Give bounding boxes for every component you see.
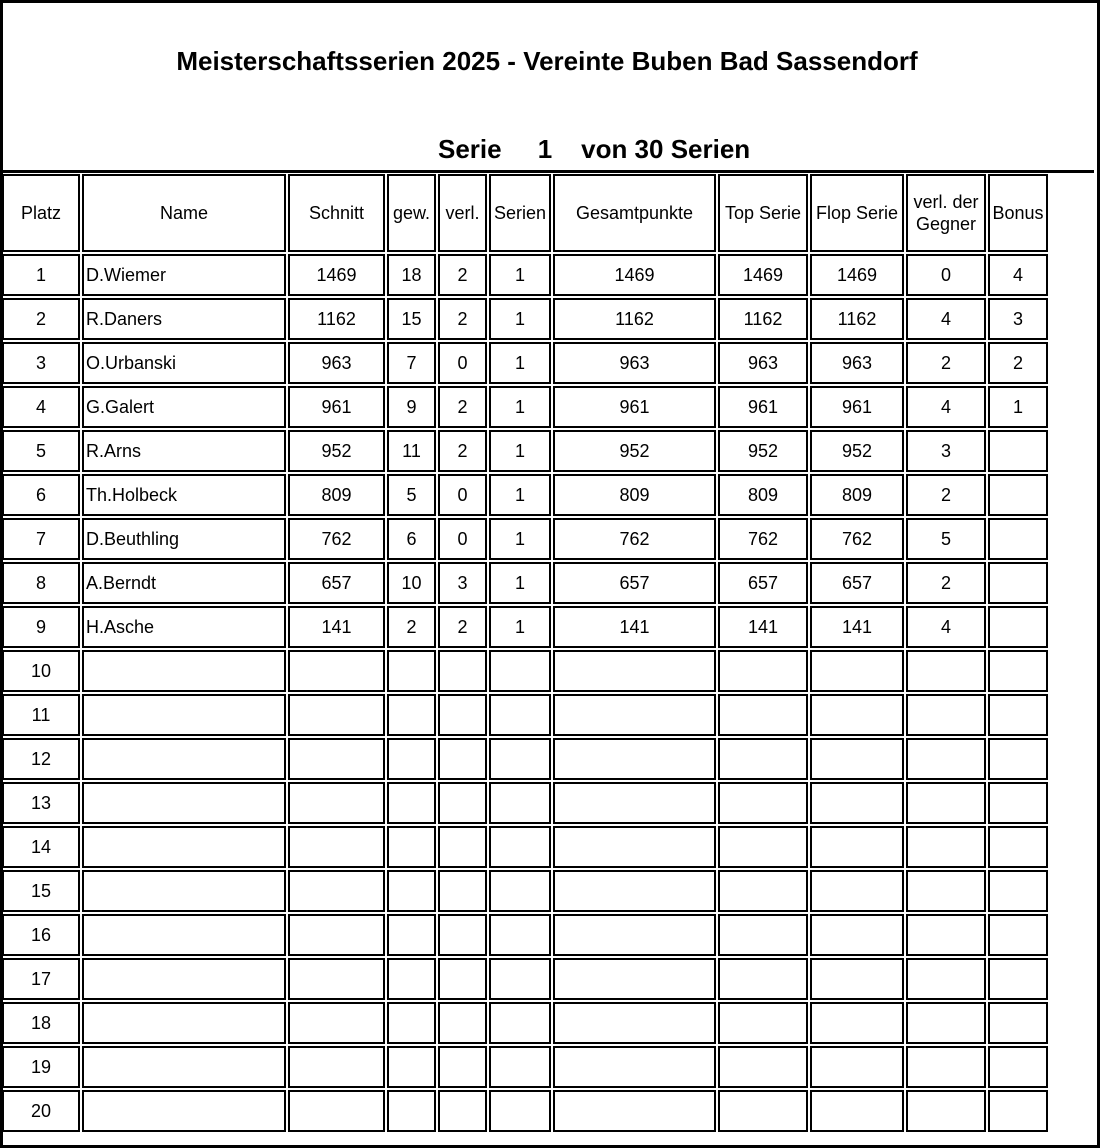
cell-flop-serie bbox=[810, 1090, 904, 1132]
cell-platz: 16 bbox=[2, 914, 80, 956]
cell-top-serie: 1162 bbox=[718, 298, 808, 340]
cell-top-serie: 657 bbox=[718, 562, 808, 604]
column-header-bonus: Bonus bbox=[988, 174, 1048, 252]
table-row bbox=[2, 254, 1048, 296]
cell-name bbox=[82, 738, 286, 780]
cell-verl-der-gegner bbox=[906, 1002, 986, 1044]
cell-bonus bbox=[988, 738, 1048, 780]
cell-bonus bbox=[988, 826, 1048, 868]
cell-serien bbox=[489, 1046, 551, 1088]
cell-schnitt bbox=[288, 958, 385, 1000]
cell-serien bbox=[489, 782, 551, 824]
cell-name bbox=[82, 1046, 286, 1088]
cell-verl-der-gegner: 4 bbox=[906, 386, 986, 428]
cell-flop-serie bbox=[810, 826, 904, 868]
cell-platz: 10 bbox=[2, 650, 80, 692]
column-header-top-serie: Top Serie bbox=[718, 174, 808, 252]
cell-verloren bbox=[438, 650, 487, 692]
cell-top-serie: 961 bbox=[718, 386, 808, 428]
cell-name bbox=[82, 914, 286, 956]
cell-top-serie bbox=[718, 1046, 808, 1088]
cell-name bbox=[82, 826, 286, 868]
table-row bbox=[2, 694, 1048, 736]
cell-flop-serie: 809 bbox=[810, 474, 904, 516]
cell-verl-der-gegner bbox=[906, 1046, 986, 1088]
cell-flop-serie bbox=[810, 694, 904, 736]
cell-serien bbox=[489, 694, 551, 736]
cell-flop-serie: 963 bbox=[810, 342, 904, 384]
cell-verloren bbox=[438, 738, 487, 780]
column-header-name: Name bbox=[82, 174, 286, 252]
cell-serien bbox=[489, 914, 551, 956]
table-row bbox=[2, 430, 1048, 472]
cell-schnitt: 141 bbox=[288, 606, 385, 648]
cell-gesamtpunkte: 141 bbox=[553, 606, 716, 648]
cell-bonus bbox=[988, 914, 1048, 956]
cell-verl-der-gegner: 2 bbox=[906, 562, 986, 604]
cell-verl-der-gegner bbox=[906, 914, 986, 956]
cell-serien: 1 bbox=[489, 386, 551, 428]
cell-name: R.Arns bbox=[82, 430, 286, 472]
cell-name bbox=[82, 694, 286, 736]
cell-gewonnen: 6 bbox=[387, 518, 436, 560]
cell-flop-serie bbox=[810, 914, 904, 956]
cell-serien: 1 bbox=[489, 430, 551, 472]
cell-verl-der-gegner: 5 bbox=[906, 518, 986, 560]
table-row bbox=[2, 870, 1048, 912]
cell-serien bbox=[489, 1002, 551, 1044]
cell-platz: 4 bbox=[2, 386, 80, 428]
cell-serien bbox=[489, 650, 551, 692]
cell-verloren: 3 bbox=[438, 562, 487, 604]
cell-gewonnen: 2 bbox=[387, 606, 436, 648]
cell-verl-der-gegner bbox=[906, 958, 986, 1000]
cell-flop-serie: 961 bbox=[810, 386, 904, 428]
cell-gewonnen: 18 bbox=[387, 254, 436, 296]
cell-gesamtpunkte bbox=[553, 958, 716, 1000]
cell-platz: 15 bbox=[2, 870, 80, 912]
standings-table bbox=[0, 172, 1050, 1134]
cell-flop-serie: 141 bbox=[810, 606, 904, 648]
cell-platz: 8 bbox=[2, 562, 80, 604]
cell-verl-der-gegner bbox=[906, 694, 986, 736]
cell-verloren: 2 bbox=[438, 254, 487, 296]
cell-bonus: 2 bbox=[988, 342, 1048, 384]
cell-top-serie bbox=[718, 1002, 808, 1044]
cell-bonus bbox=[988, 650, 1048, 692]
cell-bonus bbox=[988, 1002, 1048, 1044]
cell-top-serie: 952 bbox=[718, 430, 808, 472]
cell-name: H.Asche bbox=[82, 606, 286, 648]
cell-platz: 6 bbox=[2, 474, 80, 516]
cell-bonus bbox=[988, 694, 1048, 736]
cell-schnitt bbox=[288, 738, 385, 780]
cell-serien: 1 bbox=[489, 474, 551, 516]
cell-gewonnen: 15 bbox=[387, 298, 436, 340]
cell-gesamtpunkte bbox=[553, 1090, 716, 1132]
cell-serien bbox=[489, 738, 551, 780]
cell-name: G.Galert bbox=[82, 386, 286, 428]
cell-gesamtpunkte: 1469 bbox=[553, 254, 716, 296]
cell-gewonnen: 9 bbox=[387, 386, 436, 428]
cell-serien: 1 bbox=[489, 342, 551, 384]
cell-verl-der-gegner: 2 bbox=[906, 342, 986, 384]
cell-gesamtpunkte bbox=[553, 650, 716, 692]
cell-schnitt: 1162 bbox=[288, 298, 385, 340]
cell-gewonnen: 10 bbox=[387, 562, 436, 604]
page-title: Meisterschaftsserien 2025 - Vereinte Buben Bad Sassendorf bbox=[176, 46, 918, 76]
cell-gesamtpunkte: 952 bbox=[553, 430, 716, 472]
cell-top-serie bbox=[718, 694, 808, 736]
cell-name bbox=[82, 1090, 286, 1132]
cell-gewonnen bbox=[387, 914, 436, 956]
cell-name bbox=[82, 1002, 286, 1044]
cell-verl-der-gegner: 4 bbox=[906, 606, 986, 648]
cell-gewonnen bbox=[387, 1002, 436, 1044]
cell-serien bbox=[489, 1090, 551, 1132]
cell-gesamtpunkte: 961 bbox=[553, 386, 716, 428]
cell-gesamtpunkte bbox=[553, 1046, 716, 1088]
cell-name: D.Beuthling bbox=[82, 518, 286, 560]
cell-flop-serie: 952 bbox=[810, 430, 904, 472]
series-number: 1 bbox=[537, 134, 553, 164]
cell-top-serie: 809 bbox=[718, 474, 808, 516]
cell-platz: 2 bbox=[2, 298, 80, 340]
table-row bbox=[2, 298, 1048, 340]
table-row bbox=[2, 518, 1048, 560]
table-row bbox=[2, 386, 1048, 428]
cell-platz: 12 bbox=[2, 738, 80, 780]
cell-gewonnen: 11 bbox=[387, 430, 436, 472]
cell-schnitt: 809 bbox=[288, 474, 385, 516]
cell-gewonnen bbox=[387, 870, 436, 912]
cell-serien: 1 bbox=[489, 562, 551, 604]
cell-serien: 1 bbox=[489, 298, 551, 340]
series-total: von 30 Serien bbox=[581, 134, 751, 164]
cell-schnitt: 963 bbox=[288, 342, 385, 384]
cell-bonus bbox=[988, 474, 1048, 516]
cell-verloren bbox=[438, 870, 487, 912]
cell-top-serie: 141 bbox=[718, 606, 808, 648]
table-row bbox=[2, 782, 1048, 824]
cell-schnitt: 961 bbox=[288, 386, 385, 428]
column-header-serien: Serien bbox=[489, 174, 551, 252]
table-row bbox=[2, 738, 1048, 780]
cell-platz: 18 bbox=[2, 1002, 80, 1044]
cell-gewonnen bbox=[387, 782, 436, 824]
cell-verloren bbox=[438, 1002, 487, 1044]
cell-schnitt: 762 bbox=[288, 518, 385, 560]
cell-gesamtpunkte bbox=[553, 870, 716, 912]
cell-gewonnen bbox=[387, 1046, 436, 1088]
cell-gewonnen bbox=[387, 738, 436, 780]
cell-flop-serie bbox=[810, 782, 904, 824]
cell-verloren bbox=[438, 1046, 487, 1088]
cell-schnitt bbox=[288, 826, 385, 868]
cell-verloren: 2 bbox=[438, 298, 487, 340]
cell-name bbox=[82, 870, 286, 912]
cell-flop-serie bbox=[810, 1046, 904, 1088]
cell-schnitt: 1469 bbox=[288, 254, 385, 296]
cell-verl-der-gegner bbox=[906, 782, 986, 824]
cell-verl-der-gegner: 0 bbox=[906, 254, 986, 296]
cell-top-serie bbox=[718, 826, 808, 868]
cell-gesamtpunkte bbox=[553, 694, 716, 736]
table-row bbox=[2, 914, 1048, 956]
cell-top-serie: 963 bbox=[718, 342, 808, 384]
table-row bbox=[2, 606, 1048, 648]
cell-schnitt: 952 bbox=[288, 430, 385, 472]
cell-platz: 9 bbox=[2, 606, 80, 648]
cell-schnitt bbox=[288, 870, 385, 912]
cell-verl-der-gegner: 4 bbox=[906, 298, 986, 340]
cell-verl-der-gegner bbox=[906, 870, 986, 912]
cell-name bbox=[82, 958, 286, 1000]
cell-top-serie: 762 bbox=[718, 518, 808, 560]
cell-schnitt bbox=[288, 694, 385, 736]
cell-gewonnen bbox=[387, 694, 436, 736]
cell-schnitt bbox=[288, 914, 385, 956]
cell-gesamtpunkte: 1162 bbox=[553, 298, 716, 340]
cell-verloren bbox=[438, 694, 487, 736]
cell-serien: 1 bbox=[489, 606, 551, 648]
cell-gesamtpunkte: 657 bbox=[553, 562, 716, 604]
cell-verl-der-gegner bbox=[906, 826, 986, 868]
cell-verloren: 0 bbox=[438, 518, 487, 560]
cell-bonus bbox=[988, 958, 1048, 1000]
cell-top-serie bbox=[718, 914, 808, 956]
cell-schnitt bbox=[288, 1090, 385, 1132]
cell-bonus: 3 bbox=[988, 298, 1048, 340]
cell-flop-serie: 1162 bbox=[810, 298, 904, 340]
cell-gewonnen bbox=[387, 650, 436, 692]
column-header-verl-der-gegner: verl. der Gegner bbox=[906, 174, 986, 252]
cell-gesamtpunkte bbox=[553, 914, 716, 956]
cell-verloren: 2 bbox=[438, 430, 487, 472]
cell-platz: 3 bbox=[2, 342, 80, 384]
cell-gewonnen bbox=[387, 1090, 436, 1132]
table-row bbox=[2, 826, 1048, 868]
cell-serien bbox=[489, 958, 551, 1000]
cell-verloren bbox=[438, 1090, 487, 1132]
cell-verl-der-gegner bbox=[906, 738, 986, 780]
cell-schnitt bbox=[288, 782, 385, 824]
cell-flop-serie bbox=[810, 1002, 904, 1044]
cell-name: R.Daners bbox=[82, 298, 286, 340]
cell-platz: 20 bbox=[2, 1090, 80, 1132]
cell-gewonnen: 7 bbox=[387, 342, 436, 384]
cell-verl-der-gegner: 3 bbox=[906, 430, 986, 472]
cell-verl-der-gegner: 2 bbox=[906, 474, 986, 516]
cell-bonus bbox=[988, 562, 1048, 604]
cell-platz: 13 bbox=[2, 782, 80, 824]
cell-top-serie: 1469 bbox=[718, 254, 808, 296]
cell-verloren: 2 bbox=[438, 606, 487, 648]
cell-platz: 7 bbox=[2, 518, 80, 560]
column-header-gewonnen: gew. bbox=[387, 174, 436, 252]
cell-schnitt bbox=[288, 1002, 385, 1044]
cell-schnitt bbox=[288, 650, 385, 692]
cell-bonus bbox=[988, 430, 1048, 472]
cell-verloren: 2 bbox=[438, 386, 487, 428]
column-header-gesamtpunkte: Gesamtpunkte bbox=[553, 174, 716, 252]
table-row bbox=[2, 1090, 1048, 1132]
cell-flop-serie bbox=[810, 738, 904, 780]
cell-platz: 19 bbox=[2, 1046, 80, 1088]
cell-platz: 17 bbox=[2, 958, 80, 1000]
column-header-schnitt: Schnitt bbox=[288, 174, 385, 252]
table-row bbox=[2, 1046, 1048, 1088]
table-row bbox=[2, 474, 1048, 516]
cell-gewonnen bbox=[387, 826, 436, 868]
cell-verloren bbox=[438, 914, 487, 956]
cell-verl-der-gegner bbox=[906, 650, 986, 692]
cell-bonus bbox=[988, 606, 1048, 648]
cell-bonus bbox=[988, 518, 1048, 560]
cell-top-serie bbox=[718, 650, 808, 692]
cell-verloren bbox=[438, 958, 487, 1000]
cell-flop-serie: 1469 bbox=[810, 254, 904, 296]
series-indicator bbox=[438, 134, 750, 165]
cell-flop-serie bbox=[810, 650, 904, 692]
cell-platz: 14 bbox=[2, 826, 80, 868]
column-header-flop-serie: Flop Serie bbox=[810, 174, 904, 252]
cell-gesamtpunkte: 809 bbox=[553, 474, 716, 516]
cell-flop-serie: 762 bbox=[810, 518, 904, 560]
cell-schnitt: 657 bbox=[288, 562, 385, 604]
cell-name bbox=[82, 650, 286, 692]
cell-verloren bbox=[438, 782, 487, 824]
cell-platz: 5 bbox=[2, 430, 80, 472]
cell-serien bbox=[489, 870, 551, 912]
cell-top-serie bbox=[718, 870, 808, 912]
series-label: Serie bbox=[438, 134, 502, 164]
header-row bbox=[2, 174, 1048, 252]
cell-bonus bbox=[988, 782, 1048, 824]
cell-top-serie bbox=[718, 958, 808, 1000]
cell-name: O.Urbanski bbox=[82, 342, 286, 384]
cell-verloren: 0 bbox=[438, 342, 487, 384]
table-row bbox=[2, 650, 1048, 692]
cell-bonus bbox=[988, 1046, 1048, 1088]
cell-platz: 1 bbox=[2, 254, 80, 296]
cell-name: Th.Holbeck bbox=[82, 474, 286, 516]
cell-serien: 1 bbox=[489, 518, 551, 560]
cell-flop-serie: 657 bbox=[810, 562, 904, 604]
cell-name: D.Wiemer bbox=[82, 254, 286, 296]
table-row bbox=[2, 958, 1048, 1000]
cell-top-serie bbox=[718, 1090, 808, 1132]
cell-verl-der-gegner bbox=[906, 1090, 986, 1132]
cell-bonus bbox=[988, 1090, 1048, 1132]
cell-platz: 11 bbox=[2, 694, 80, 736]
cell-serien bbox=[489, 826, 551, 868]
cell-gesamtpunkte bbox=[553, 782, 716, 824]
cell-gesamtpunkte bbox=[553, 826, 716, 868]
cell-verloren: 0 bbox=[438, 474, 487, 516]
cell-gesamtpunkte: 762 bbox=[553, 518, 716, 560]
table-row bbox=[2, 562, 1048, 604]
cell-gesamtpunkte bbox=[553, 1002, 716, 1044]
cell-verloren bbox=[438, 826, 487, 868]
cell-top-serie bbox=[718, 782, 808, 824]
cell-name: A.Berndt bbox=[82, 562, 286, 604]
cell-gewonnen bbox=[387, 958, 436, 1000]
cell-gesamtpunkte: 963 bbox=[553, 342, 716, 384]
cell-bonus: 4 bbox=[988, 254, 1048, 296]
table-row bbox=[2, 1002, 1048, 1044]
cell-serien: 1 bbox=[489, 254, 551, 296]
header bbox=[0, 0, 1094, 173]
column-header-platz: Platz bbox=[2, 174, 80, 252]
table-row bbox=[2, 342, 1048, 384]
cell-gesamtpunkte bbox=[553, 738, 716, 780]
cell-schnitt bbox=[288, 1046, 385, 1088]
cell-flop-serie bbox=[810, 870, 904, 912]
cell-name bbox=[82, 782, 286, 824]
cell-bonus bbox=[988, 870, 1048, 912]
cell-gewonnen: 5 bbox=[387, 474, 436, 516]
cell-bonus: 1 bbox=[988, 386, 1048, 428]
column-header-verloren: verl. bbox=[438, 174, 487, 252]
cell-top-serie bbox=[718, 738, 808, 780]
cell-flop-serie bbox=[810, 958, 904, 1000]
